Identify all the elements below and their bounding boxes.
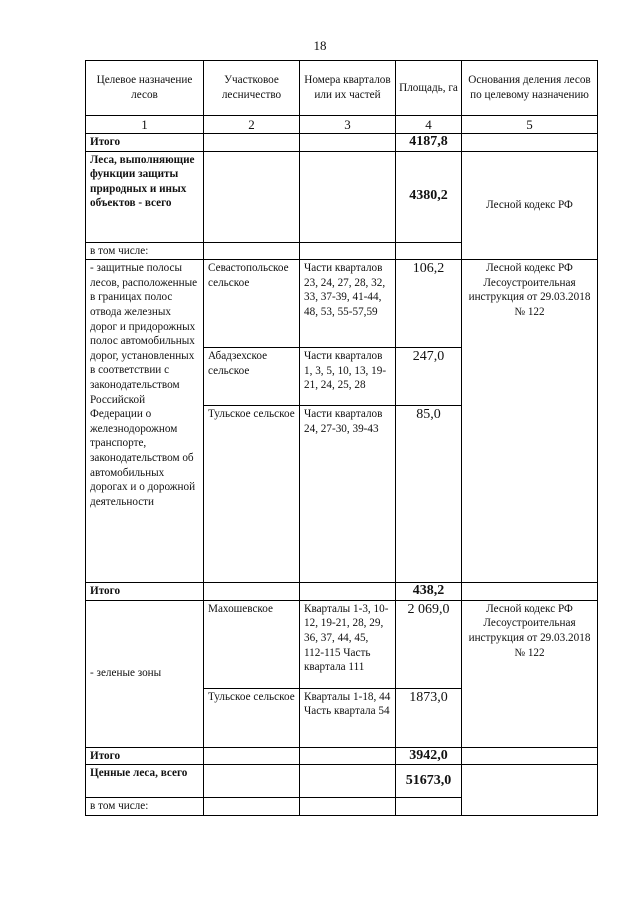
- green-zones-label: - зеленые зоны: [86, 600, 204, 747]
- total-row: [86, 134, 598, 152]
- header-basis: Основания деления лесов по целевому назначению: [462, 61, 598, 116]
- green-zones-basis: Лесной кодекс РФ Лесоустроительная инструкция от 29.03.2018 № 122: [462, 600, 598, 747]
- column-number: 4: [396, 116, 462, 134]
- protective-forests-row: [86, 151, 598, 242]
- district-name: Тульское сельское: [204, 688, 300, 747]
- header-area: Площадь, га: [396, 61, 462, 116]
- forest-purpose-table: [85, 60, 598, 816]
- quarter-numbers: Кварталы 1-18, 44 Часть квартала 54: [300, 688, 396, 747]
- total-row: [86, 583, 598, 601]
- quarter-numbers: Части кварталов 23, 24, 27, 28, 32, 33, 37-39, 41-44, 48, 53, 55-57,59: [300, 260, 396, 348]
- area-value: 1873,0: [396, 688, 462, 747]
- protective-forests-basis: Лесной кодекс РФ: [462, 151, 598, 260]
- total-area: 438,2: [396, 583, 462, 601]
- total-row: [86, 747, 598, 765]
- valuable-forests-area: 51673,0: [396, 765, 462, 798]
- page-number: 18: [313, 38, 327, 53]
- area-value: 106,2: [396, 260, 462, 348]
- district-name: Севастопольское сельское: [204, 260, 300, 348]
- district-name: Махошевское: [204, 600, 300, 688]
- column-number: 5: [462, 116, 598, 134]
- column-number: 1: [86, 116, 204, 134]
- protective-strips-basis: Лесной кодекс РФ Лесоустроительная инструкция от 29.03.2018 № 122: [462, 260, 598, 583]
- district-name: Абадзехское сельское: [204, 348, 300, 406]
- total-label: Итого: [86, 583, 204, 601]
- district-name: Тульское сельское: [204, 406, 300, 583]
- protective-forests-label: Леса, выполняющие функции защиты природных и иных объектов - всего: [86, 151, 204, 242]
- protective-forests-area: 4380,2: [396, 151, 462, 242]
- including-label: в том числе:: [86, 242, 204, 260]
- header-quarters: Номера кварталов или их частей: [300, 61, 396, 116]
- quarter-numbers: Кварталы 1-3, 10-12, 19-21, 28, 29, 36, 37, 44, 45, 112-115 Часть квартала 111: [300, 600, 396, 688]
- table-header-row: [86, 61, 598, 116]
- total-label: Итого: [86, 747, 204, 765]
- protective-strips-label: - защитные полосы лесов, расположенные в границах полос отвода железных дорог и придорожных полос автомобильных дорог, установленных в соответствии с законодательством Российской Федерации о железнодорожном транспорте, законодательством об автомобильных дорогах и о дорожной деятельности: [86, 260, 204, 583]
- total-area: 4187,8: [396, 134, 462, 152]
- table-row: [86, 260, 598, 348]
- column-number: 2: [204, 116, 300, 134]
- quarter-numbers: Части кварталов 1, 3, 5, 10, 13, 19-21, 24, 25, 28: [300, 348, 396, 406]
- area-value: 2 069,0: [396, 600, 462, 688]
- total-label: Итого: [86, 134, 204, 152]
- quarter-numbers: Части кварталов 24, 27-30, 39-43: [300, 406, 396, 583]
- total-area: 3942,0: [396, 747, 462, 765]
- area-value: 85,0: [396, 406, 462, 583]
- header-district: Участковое лесничество: [204, 61, 300, 116]
- column-number-row: [86, 116, 598, 134]
- valuable-forests-label: Ценные леса, всего: [86, 765, 204, 798]
- table-row: [86, 600, 598, 688]
- header-purpose: Целевое назначение лесов: [86, 61, 204, 116]
- column-number: 3: [300, 116, 396, 134]
- valuable-forests-row: [86, 765, 598, 798]
- area-value: 247,0: [396, 348, 462, 406]
- including-label: в том числе:: [86, 798, 204, 816]
